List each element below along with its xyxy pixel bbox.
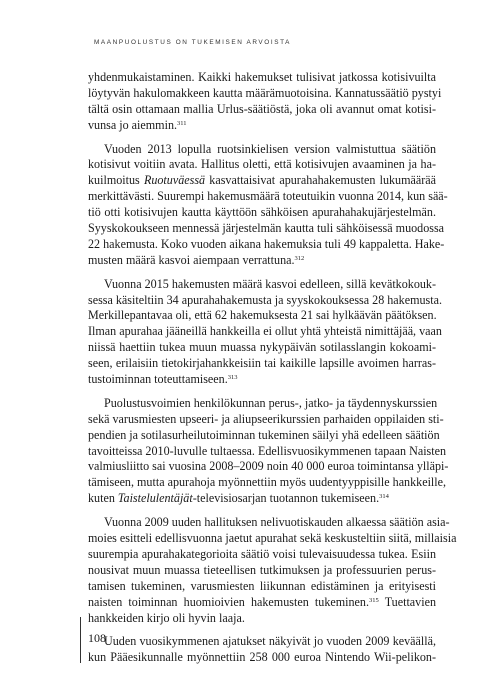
text-run: kuilmoitus: [88, 173, 144, 188]
text-run: niissä haettiin tukea muun muassa nykypäivän sotilasslangin kokoami-: [88, 340, 436, 355]
text-line: [88, 85, 442, 102]
text-run: valmiusliitto sai vuosina 2008–2009 noin 40 000 euroa toimintansa ylläpi-: [88, 459, 449, 474]
text-run: nousivat muun muassa tieteellisen tutkimuksen ja professuurien perus-: [88, 562, 436, 577]
text-run: tältä osin ottamaan mallia Urlus-säätiöstä, joka oli avannut omat kotisi-: [88, 101, 436, 116]
text-run: tustoiminnan toteuttamiseen.: [88, 372, 228, 387]
text-line: [88, 411, 444, 428]
text-line: [88, 118, 436, 134]
text-line: [88, 157, 436, 173]
text-line: [88, 396, 436, 412]
text-run: tämiseen, mutta apurahoja myönnettiin myös uudentyyppisille hankkeille,: [88, 475, 447, 490]
text-line: [88, 308, 436, 324]
text-run: tiö otti kotisivujen kautta käyttöön sähköisen apurahahakujärjestelmän.: [88, 205, 436, 220]
footnote-reference: 312: [294, 254, 305, 262]
text-line: [88, 372, 436, 388]
page-number: 108: [88, 631, 106, 645]
text-line: [88, 547, 436, 563]
text-line: [88, 340, 436, 356]
text-run: Uuden vuosikymmenen ajatukset näkyivät jo vuoden 2009 keväällä,: [104, 634, 436, 649]
text-run: musten määrä kasvoi aiempaan verrattuna.: [88, 252, 295, 267]
text-line: [88, 515, 450, 531]
text-run: löytyvän hakulomakkeen kautta määrämuotoisina. Kannatussäätiö pystyi: [88, 85, 442, 100]
footnote-reference: 315: [369, 596, 379, 604]
text-run: kasvattaisivat apurahahakemusten lukumäärää: [205, 173, 436, 188]
text-line: [88, 459, 449, 475]
text-run: hankkeiden kirjo oli hyvin laaja.: [88, 610, 245, 625]
paragraph-gap: [88, 507, 436, 515]
text-line: [88, 491, 436, 507]
text-line: [88, 277, 436, 293]
text-run: tamisen tukeminen, varusmiesten liikunnan edistäminen ja erityisesti: [88, 578, 436, 593]
text-run: Tuettavien: [378, 594, 436, 609]
text-run: merkittävästi. Suurempi hakemusmäärä toteutuikin vuonna 2014, kun sää-: [88, 189, 448, 204]
text-line: [88, 634, 436, 650]
text-run: -televisiosarjan tuotannon tukemiseen.: [192, 491, 380, 506]
text-line: [88, 292, 443, 309]
text-line: [88, 221, 445, 237]
text-run: Vuonna 2015 hakemusten määrä kasvoi edelleen, sillä kevätkokouk-: [104, 276, 436, 291]
footnote-reference: 313: [227, 374, 238, 382]
text-run: kotisivut voitiin avata. Hallitus oletti, että kotisivujen avaaminen ja ha-: [88, 157, 436, 172]
text-line: [88, 595, 436, 611]
text-run: Puolustusvoimien henkilökunnan perus-, jatko- ja täydennyskurssien: [104, 395, 438, 410]
text-run: Vuoden 2013 lopulla ruotsinkielisen version valmistuttua säätiön: [104, 141, 436, 156]
text-line: [88, 142, 436, 158]
text-line: [88, 650, 436, 666]
text-line: [88, 563, 436, 579]
text-line: [88, 531, 457, 547]
text-line: [88, 611, 436, 627]
text-run: suurempia apurahakategorioita säätiö voisi tulevaisuudessa tukea. Esiin: [88, 546, 436, 561]
text-run: seen, erilaisiin tietokirjahankkeisiin tai kaikille lapsille avoimen harras-: [88, 356, 436, 371]
text-line: [88, 443, 447, 460]
text-run: pendien ja sotilasurheilutoiminnan tukeminen säilyi yhä edelleen säätiön: [88, 427, 440, 442]
text-run: sekä varusmiesten upseeri- ja aliupseerikurssien parhaiden oppilaiden sti-: [88, 411, 444, 426]
footnote-reference: 311: [177, 119, 187, 127]
text-run: Merkillepantavaa oli, että 62 hakemuksesta 21 sai hylkäävän päätöksen.: [88, 308, 437, 323]
text-run: sessa käsiteltiin 34 apurahahakemusta ja syyskokouksessa 28 hakemusta.: [88, 292, 443, 307]
text-line: [88, 356, 436, 372]
text-line: [88, 579, 436, 595]
text-run: Syyskokoukseen mennessä järjestelmän kautta tuli sähköisessä muodossa: [88, 221, 445, 236]
text-run: kuten: [88, 491, 118, 506]
body-text: [88, 70, 457, 666]
text-line: [88, 324, 442, 340]
paragraph-gap: [88, 134, 436, 142]
page-number-rule: [80, 617, 81, 663]
text-line: [88, 70, 436, 86]
text-line: [88, 173, 436, 189]
text-run: Ilman apurahaa jääneillä hankkeilla ei ollut yhtä yhteistä nimittäjää, vaan: [88, 324, 442, 339]
text-line: [88, 475, 447, 491]
text-line: [88, 427, 440, 444]
paragraph-gap: [88, 269, 436, 277]
text-run: kun Pääesikunnalle myönnettiin 258 000 euroa Nintendo Wii-pelikon-: [88, 650, 436, 665]
text-run: naisten toiminnan huomioivien hakemusten tukeminen.: [88, 594, 369, 609]
text-run: Vuonna 2009 uuden hallituksen nelivuotiskauden alkaessa säätiön asia-: [104, 515, 450, 530]
paragraph-gap: [88, 626, 436, 634]
text-run: vunsa jo aiemmin.: [88, 117, 178, 132]
text-run: yhdenmukaistaminen. Kaikki hakemukset tulisivat jatkossa kotisivuilta: [88, 70, 436, 84]
italic-title: Ruotuväessä: [143, 173, 206, 188]
footnote-reference: 314: [379, 493, 389, 501]
running-head: MAANPUOLUSTUS ON TUKEMISEN ARVOISTA: [94, 39, 291, 46]
text-line: [88, 205, 436, 221]
paragraph-gap: [88, 388, 436, 396]
text-run: moies esitteli edellisvuonna jaetut apurahat sekä keskusteltiin siitä, millaisia: [88, 531, 457, 546]
text-line: [88, 189, 448, 205]
italic-title: Taistelulentäjät: [117, 491, 193, 506]
text-line: [88, 253, 436, 269]
text-run: tavoitteissa 2010-luvulle tultaessa. Edellisvuosikymmenen tapaan Naisten: [88, 443, 447, 458]
text-line: [88, 236, 445, 253]
text-line: [88, 102, 436, 118]
text-run: 22 hakemusta. Koko vuoden aikana hakemuksia tuli 49 kappaletta. Hake-: [88, 236, 445, 251]
